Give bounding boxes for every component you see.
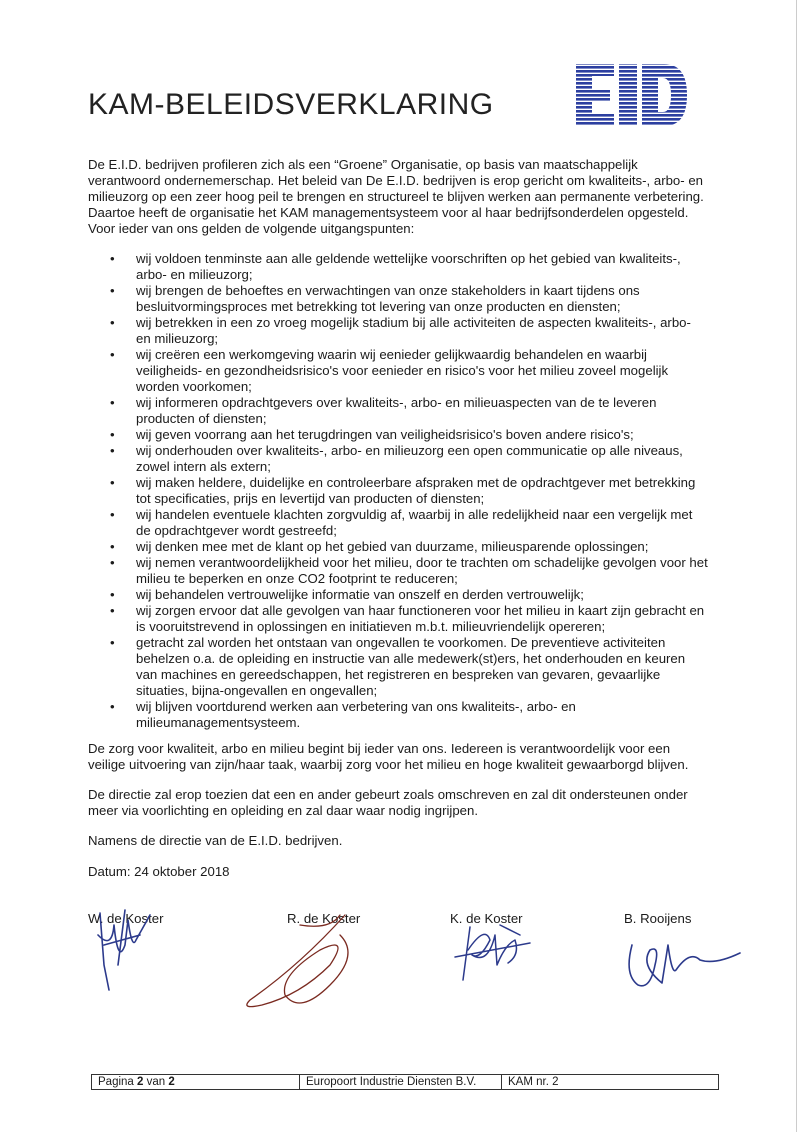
bullet-icon: • xyxy=(110,555,115,570)
list-item-text: wij geven voorrang aan het terugdringen van veiligheidsrisico's boven andere risico's; xyxy=(136,427,634,442)
bullet-icon: • xyxy=(110,283,115,298)
closing-paragraph-directie: De directie zal erop toezien dat een en ander gebeurt zoals omschreven en zal dit ondersteunen onder meer via voorlichting en opleiding en zal daar waar nodig ingrijpen. xyxy=(88,787,688,818)
list-item-text: wij denken mee met de klant op het gebied van duurzame, milieusparende oplossingen; xyxy=(136,539,649,554)
list-item-text: wij informeren opdrachtgevers over kwaliteits-, arbo- en milieuaspecten van de te leveren producten of diensten; xyxy=(136,395,657,426)
list-item xyxy=(88,507,708,539)
signature-3 xyxy=(455,925,530,980)
eid-logo xyxy=(574,62,689,128)
bullet-icon: • xyxy=(110,475,115,490)
bullet-icon: • xyxy=(110,507,115,522)
list-item-text: wij betrekken in een zo vroeg mogelijk stadium bij alle activiteiten de aspecten kwaliteits-, arbo- en milieuzorg; xyxy=(136,315,691,346)
bullet-icon: • xyxy=(110,603,115,618)
signature-4 xyxy=(629,945,740,986)
list-item-text: wij onderhouden over kwaliteits-, arbo- en milieuzorg een open communicatie op alle niveaus, zowel intern als extern; xyxy=(136,443,683,474)
list-item xyxy=(88,395,708,427)
page-edge xyxy=(796,0,797,1132)
list-item xyxy=(88,555,708,587)
list-item xyxy=(88,283,708,315)
signatory-name-2: R. de Koster xyxy=(287,911,361,926)
list-item-text: wij behandelen vertrouwelijke informatie van onszelf en derden vertrouwelijk; xyxy=(136,587,584,602)
list-item xyxy=(88,427,708,443)
list-item-text: getracht zal worden het ontstaan van ongevallen te voorkomen. De preventieve activiteiten behelzen o.a. de opleiding en instructie van alle medewerk(st)ers, het onderhouden en keuren van machines en gereedschappen, het registreren en bespreken van gevaren, gevaarlijke situaties, bijna-ongevallen en ongevallen; xyxy=(136,635,686,698)
list-item-text: wij voldoen tenminste aan alle geldende wettelijke voorschriften op het gebied van kwaliteits-, arbo- en milieuzorg; xyxy=(136,251,681,282)
footer-kam-number: KAM nr. 2 xyxy=(508,1076,559,1088)
list-item-text: wij handelen eventuele klachten zorgvuldig af, waarbij in alle redelijkheid naar een vergelijk met de opdrachtgever wordt gestreefd; xyxy=(136,507,693,538)
list-item xyxy=(88,475,708,507)
page-footer xyxy=(91,1074,719,1090)
bullet-icon: • xyxy=(110,347,115,362)
page-mid: van xyxy=(143,1076,169,1088)
intro-paragraph: De E.I.D. bedrijven profileren zich als een “Groene” Organisatie, op basis van maatschappelijk verantwoord ondernemerschap. Het beleid van De E.I.D. bedrijven is erop gericht om kwaliteits-, arbo- en milieuzorg op een zeer hoog peil te brengen en structureel te blijven werken aan permanente verbetering. Daartoe heeft de organisatie het KAM managementsysteem voor al haar bedrijfsonderdelen opgesteld. Voor ieder van ons gelden de volgende uitgangspunten: xyxy=(88,157,704,236)
signature-2 xyxy=(247,915,348,1007)
page-total: 2 xyxy=(168,1076,175,1088)
list-item-text: wij maken heldere, duidelijke en controleerbare afspraken met de opdrachtgever met betrekking tot specificaties, prijs en levertijd van producten of diensten; xyxy=(136,475,696,506)
closing-paragraph-responsibility: De zorg voor kwaliteit, arbo en milieu begint bij ieder van ons. Iedereen is verantwoordelijk voor een veilige uitvoering van zijn/haar taak, waarbij zorg voor het milieu en hoge kwaliteit gewaarborgd blijven. xyxy=(88,741,689,772)
bullet-icon: • xyxy=(110,251,115,266)
signatory-name-3: K. de Koster xyxy=(450,911,523,926)
list-item xyxy=(88,315,708,347)
list-item xyxy=(88,539,708,555)
footer-page-number xyxy=(92,1075,300,1089)
bullet-icon: • xyxy=(110,315,115,330)
list-item-text: wij nemen verantwoordelijkheid voor het milieu, door te trachten om schadelijke gevolgen voor het milieu te beperken en onze CO2 footprint te reduceren; xyxy=(136,555,708,586)
signatory-name-1: W. de Koster xyxy=(88,911,164,926)
footer-company: Europoort Industrie Diensten B.V. xyxy=(300,1075,502,1089)
list-item xyxy=(88,443,708,475)
signatory-name-4: B. Rooijens xyxy=(624,911,692,926)
page-title: KAM-BELEIDSVERKLARING xyxy=(88,88,494,121)
list-item-text: wij creëren een werkomgeving waarin wij eenieder gelijkwaardig behandelen en waarbij veiligheids- en gezondheidsrisico's voor eenieder en risico's voor het milieu zoveel mogelijk worden voorkomen; xyxy=(136,347,669,394)
bullet-icon: • xyxy=(110,395,115,410)
principles-list xyxy=(88,251,708,731)
bullet-icon: • xyxy=(110,427,115,442)
list-item-text: wij zorgen ervoor dat alle gevolgen van haar functioneren voor het milieu in kaart zijn gebracht en is vooruitstrevend in oplossingen en initiatieven m.b.t. milieuvriendelijk opereren; xyxy=(136,603,705,634)
bullet-icon: • xyxy=(110,443,115,458)
closing-paragraph-namens: Namens de directie van de E.I.D. bedrijven. xyxy=(88,833,343,848)
bullet-icon: • xyxy=(110,539,115,554)
page-prefix: Pagina xyxy=(98,1076,138,1088)
list-item xyxy=(88,603,708,635)
list-item xyxy=(88,587,708,603)
list-item-text: wij brengen de behoeftes en verwachtingen van onze stakeholders in kaart tijdens ons besluitvormingsproces met betrekking tot levering van onze producten en diensten; xyxy=(136,283,640,314)
list-item xyxy=(88,251,708,283)
list-item xyxy=(88,699,708,731)
bullet-icon: • xyxy=(110,699,115,714)
bullet-icon: • xyxy=(110,587,115,602)
list-item xyxy=(88,635,708,699)
list-item-text: wij blijven voortdurend werken aan verbetering van ons kwaliteits-, arbo- en milieumanagementsysteem. xyxy=(136,699,576,730)
bullet-icon: • xyxy=(110,635,115,650)
list-item xyxy=(88,347,708,395)
page-current: 2 xyxy=(137,1076,144,1088)
date-line: Datum: 24 oktober 2018 xyxy=(88,864,230,879)
